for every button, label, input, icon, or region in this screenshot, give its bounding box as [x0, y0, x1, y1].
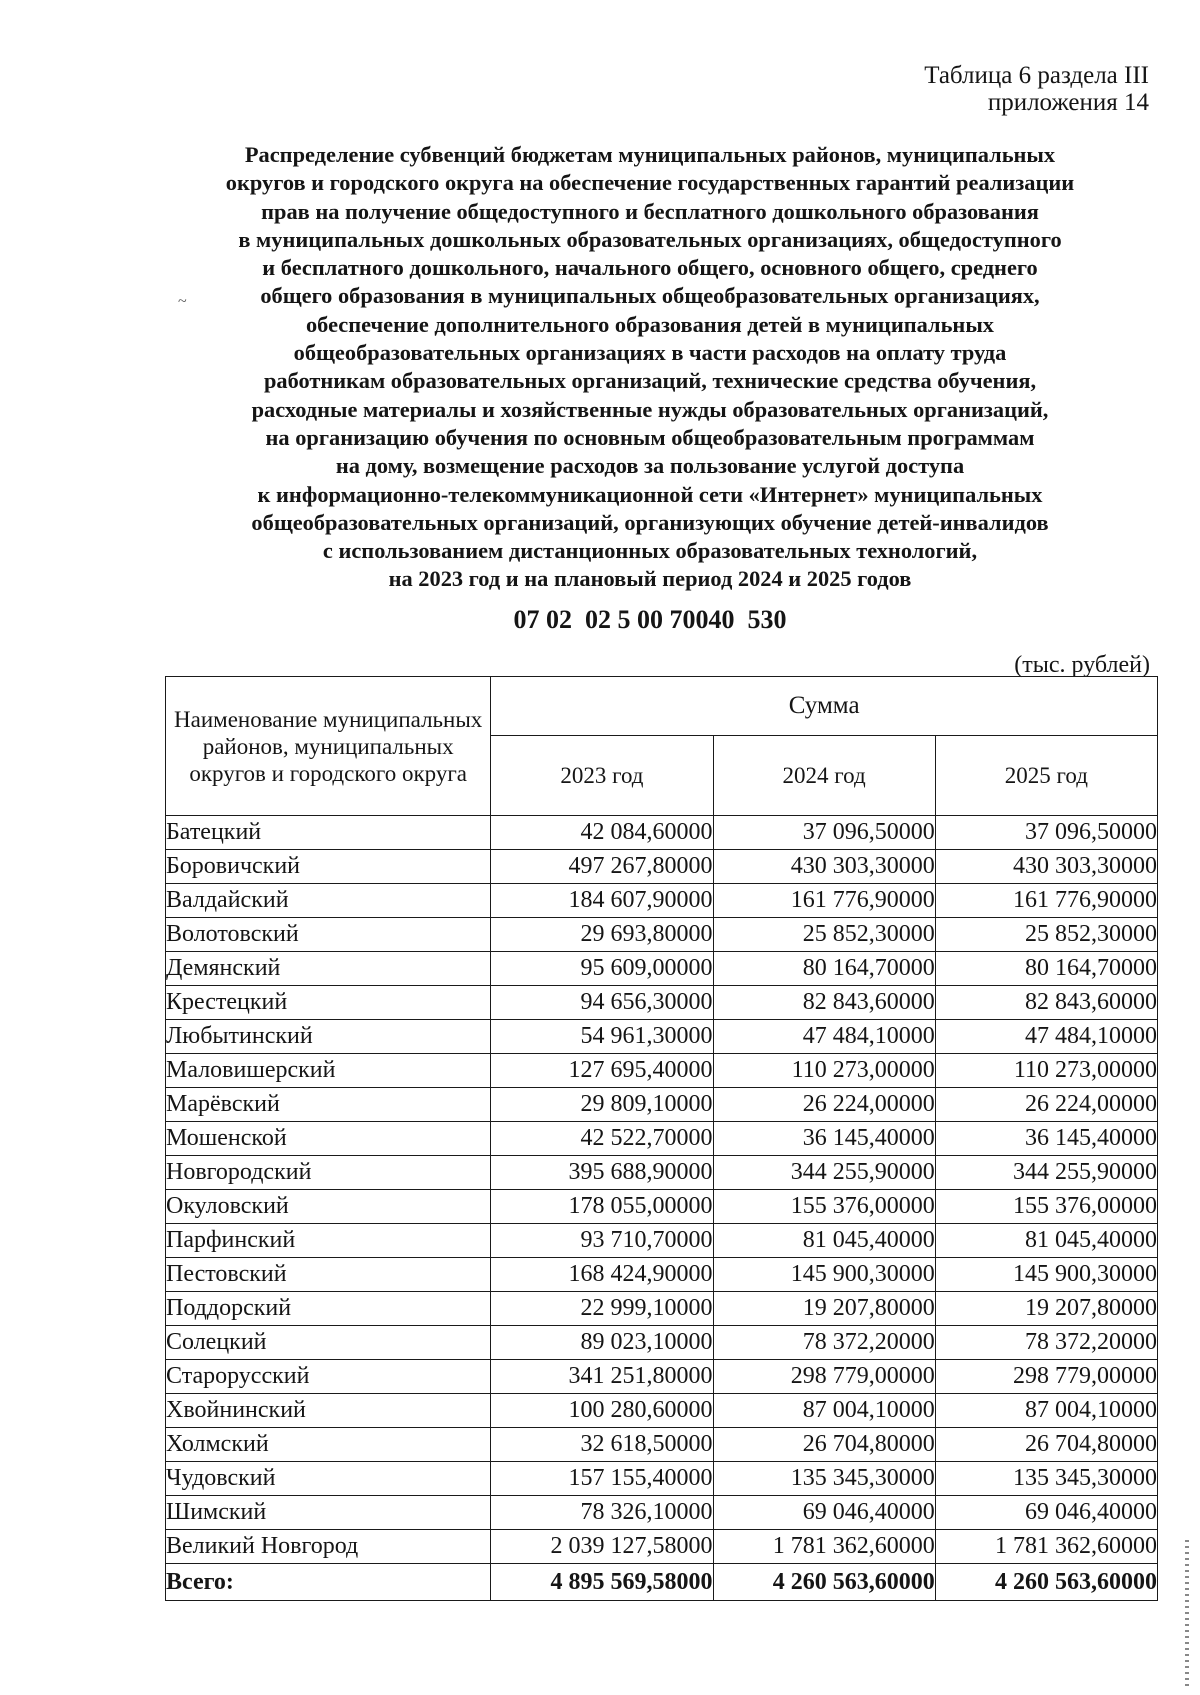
amount-2023: 42 084,60000	[491, 816, 713, 850]
amount-2025: 69 046,40000	[935, 1496, 1157, 1530]
table-row	[166, 1428, 1158, 1462]
table-row	[166, 1156, 1158, 1190]
amount-2024: 87 004,10000	[713, 1394, 935, 1428]
header-name: Наименование муниципальных районов, муниципальных округов и городского округа	[166, 677, 491, 816]
amount-2023: 157 155,40000	[491, 1462, 713, 1496]
amount-2025: 155 376,00000	[935, 1190, 1157, 1224]
district-name: Марёвский	[166, 1088, 491, 1122]
table-row	[166, 1054, 1158, 1088]
subsidy-table	[165, 676, 1158, 1601]
header-year-2023: 2023 год	[491, 736, 713, 816]
table-row	[166, 986, 1158, 1020]
district-name: Валдайский	[166, 884, 491, 918]
table-row	[166, 816, 1158, 850]
amount-2025: 4 260 563,60000	[935, 1564, 1157, 1601]
amount-2025: 26 704,80000	[935, 1428, 1157, 1462]
amount-2024: 47 484,10000	[713, 1020, 935, 1054]
district-name: Великий Новгород	[166, 1530, 491, 1564]
amount-2023: 168 424,90000	[491, 1258, 713, 1292]
title-line: в муниципальных дошкольных образовательных организациях, общедоступного	[238, 226, 1062, 252]
amount-2023: 95 609,00000	[491, 952, 713, 986]
district-name: Шимский	[166, 1496, 491, 1530]
document-title	[150, 141, 1150, 594]
title-line: общеобразовательных организаций, организующих обучение детей-инвалидов	[251, 509, 1049, 535]
district-name: Новгородский	[166, 1156, 491, 1190]
table-row	[166, 1496, 1158, 1530]
amount-2025: 25 852,30000	[935, 918, 1157, 952]
amount-2025: 47 484,10000	[935, 1020, 1157, 1054]
table-row	[166, 850, 1158, 884]
amount-2024: 161 776,90000	[713, 884, 935, 918]
reference-line-2: приложения 14	[987, 89, 1149, 116]
title-line: Распределение субвенций бюджетам муниципальных районов, муниципальных	[244, 142, 1056, 167]
amount-2023: 2 039 127,58000	[491, 1530, 713, 1564]
amount-2025: 81 045,40000	[935, 1224, 1157, 1258]
pen-mark: ~	[178, 293, 187, 310]
district-name: Чудовский	[166, 1462, 491, 1496]
district-name: Окуловский	[166, 1190, 491, 1224]
title-line: на организацию обучения по основным общеобразовательным программам	[265, 424, 1035, 450]
amount-2025: 82 843,60000	[935, 986, 1157, 1020]
amount-2025: 430 303,30000	[935, 850, 1157, 884]
amount-2025: 19 207,80000	[935, 1292, 1157, 1326]
amount-2025: 135 345,30000	[935, 1462, 1157, 1496]
title-line: общеобразовательных организациях в части расходов на оплату труда	[293, 340, 1007, 366]
title-line: на дому, возмещение расходов за пользование услугой доступа	[335, 453, 965, 479]
amount-2024: 19 207,80000	[713, 1292, 935, 1326]
amount-2023: 89 023,10000	[491, 1326, 713, 1360]
amount-2023: 395 688,90000	[491, 1156, 713, 1190]
amount-2024: 80 164,70000	[713, 952, 935, 986]
amount-2023: 178 055,00000	[491, 1190, 713, 1224]
amount-2023: 29 693,80000	[491, 918, 713, 952]
table-row	[166, 884, 1158, 918]
title-line: к информационно-телекоммуникационной сети «Интернет» муниципальных	[257, 481, 1043, 507]
amount-2024: 78 372,20000	[713, 1326, 935, 1360]
amount-2023: 127 695,40000	[491, 1054, 713, 1088]
amount-2023: 341 251,80000	[491, 1360, 713, 1394]
amount-2025: 145 900,30000	[935, 1258, 1157, 1292]
amount-2024: 298 779,00000	[713, 1360, 935, 1394]
amount-2024: 145 900,30000	[713, 1258, 935, 1292]
title-line: с использованием дистанционных образовательных технологий,	[322, 538, 978, 564]
district-name: Пестовский	[166, 1258, 491, 1292]
amount-2024: 110 273,00000	[713, 1054, 935, 1088]
amount-2024: 4 260 563,60000	[713, 1564, 935, 1601]
amount-2024: 81 045,40000	[713, 1224, 935, 1258]
district-name: Старорусский	[166, 1360, 491, 1394]
amount-2025: 344 255,90000	[935, 1156, 1157, 1190]
district-name: Боровичский	[166, 850, 491, 884]
amount-2025: 36 145,40000	[935, 1122, 1157, 1156]
table-row	[166, 952, 1158, 986]
amount-2024: 69 046,40000	[713, 1496, 935, 1530]
title-line: работникам образовательных организаций, технические средства обучения,	[263, 368, 1037, 394]
district-name: Мошенской	[166, 1122, 491, 1156]
district-name: Крестецкий	[166, 986, 491, 1020]
amount-2025: 110 273,00000	[935, 1054, 1157, 1088]
table-row	[166, 1190, 1158, 1224]
total-label: Всего:	[166, 1564, 491, 1601]
table-row	[166, 1258, 1158, 1292]
amount-2025: 161 776,90000	[935, 884, 1157, 918]
amount-2024: 36 145,40000	[713, 1122, 935, 1156]
amount-2023: 100 280,60000	[491, 1394, 713, 1428]
district-name: Батецкий	[166, 816, 491, 850]
amount-2023: 29 809,10000	[491, 1088, 713, 1122]
amount-2023: 54 961,30000	[491, 1020, 713, 1054]
amount-2023: 497 267,80000	[491, 850, 713, 884]
amount-2025: 298 779,00000	[935, 1360, 1157, 1394]
amount-2023: 32 618,50000	[491, 1428, 713, 1462]
amount-2024: 37 096,50000	[713, 816, 935, 850]
amount-2024: 155 376,00000	[713, 1190, 935, 1224]
table-row	[166, 918, 1158, 952]
amount-2024: 82 843,60000	[713, 986, 935, 1020]
amount-2024: 344 255,90000	[713, 1156, 935, 1190]
total-row	[166, 1564, 1158, 1601]
district-name: Холмский	[166, 1428, 491, 1462]
table-row	[166, 1020, 1158, 1054]
district-name: Демянский	[166, 952, 491, 986]
budget-code: 07 02 02 5 00 70040 530	[513, 605, 787, 634]
table-row	[166, 1088, 1158, 1122]
table-row	[166, 1224, 1158, 1258]
amount-2023: 94 656,30000	[491, 986, 713, 1020]
title-line: обеспечение дополнительного образования детей в муниципальных	[305, 311, 994, 337]
amount-2023: 93 710,70000	[491, 1224, 713, 1258]
amount-2023: 42 522,70000	[491, 1122, 713, 1156]
table-row	[166, 1326, 1158, 1360]
title-line: и бесплатного дошкольного, начального общего, основного общего, среднего	[262, 255, 1038, 281]
amount-2025: 1 781 362,60000	[935, 1530, 1157, 1564]
district-name: Поддорский	[166, 1292, 491, 1326]
amount-2024: 26 224,00000	[713, 1088, 935, 1122]
table-row	[166, 1122, 1158, 1156]
table-row	[166, 1292, 1158, 1326]
district-name: Хвойнинский	[166, 1394, 491, 1428]
title-line: округов и городского округа на обеспечение государственных гарантий реализации	[225, 170, 1075, 196]
amount-2023: 78 326,10000	[491, 1496, 713, 1530]
amount-2025: 26 224,00000	[935, 1088, 1157, 1122]
table-row	[166, 1394, 1158, 1428]
amount-2024: 25 852,30000	[713, 918, 935, 952]
title-line: общего образования в муниципальных общеобразовательных организациях,	[260, 283, 1040, 309]
table-row	[166, 1530, 1158, 1564]
district-name: Любытинский	[166, 1020, 491, 1054]
title-line: прав на получение общедоступного и бесплатного дошкольного образования	[261, 198, 1039, 224]
header-sum: Сумма	[491, 677, 1158, 736]
table-row	[166, 1462, 1158, 1496]
title-line: расходные материалы и хозяйственные нужды образовательных организаций,	[251, 396, 1049, 422]
district-name: Парфинский	[166, 1224, 491, 1258]
amount-2024: 1 781 362,60000	[713, 1530, 935, 1564]
amount-2024: 430 303,30000	[713, 850, 935, 884]
amount-2023: 22 999,10000	[491, 1292, 713, 1326]
amount-2023: 184 607,90000	[491, 884, 713, 918]
amount-2023: 4 895 569,58000	[491, 1564, 713, 1601]
units-label: (тыс. рублей)	[1014, 652, 1150, 678]
table-body	[166, 816, 1158, 1601]
amount-2024: 135 345,30000	[713, 1462, 935, 1496]
amount-2025: 37 096,50000	[935, 816, 1157, 850]
amount-2024: 26 704,80000	[713, 1428, 935, 1462]
table-row	[166, 1360, 1158, 1394]
title-line: на 2023 год и на плановый период 2024 и 2025 годов	[388, 566, 912, 592]
district-name: Солецкий	[166, 1326, 491, 1360]
amount-2025: 78 372,20000	[935, 1326, 1157, 1360]
district-name: Волотовский	[166, 918, 491, 952]
header-year-2024: 2024 год	[713, 736, 935, 816]
amount-2025: 87 004,10000	[935, 1394, 1157, 1428]
table-reference	[924, 62, 1149, 116]
header-year-2025: 2025 год	[935, 736, 1157, 816]
amount-2025: 80 164,70000	[935, 952, 1157, 986]
district-name: Маловишерский	[166, 1054, 491, 1088]
reference-line-1: Таблица 6 раздела III	[924, 62, 1149, 89]
scan-edge-mark	[1185, 1540, 1189, 1690]
